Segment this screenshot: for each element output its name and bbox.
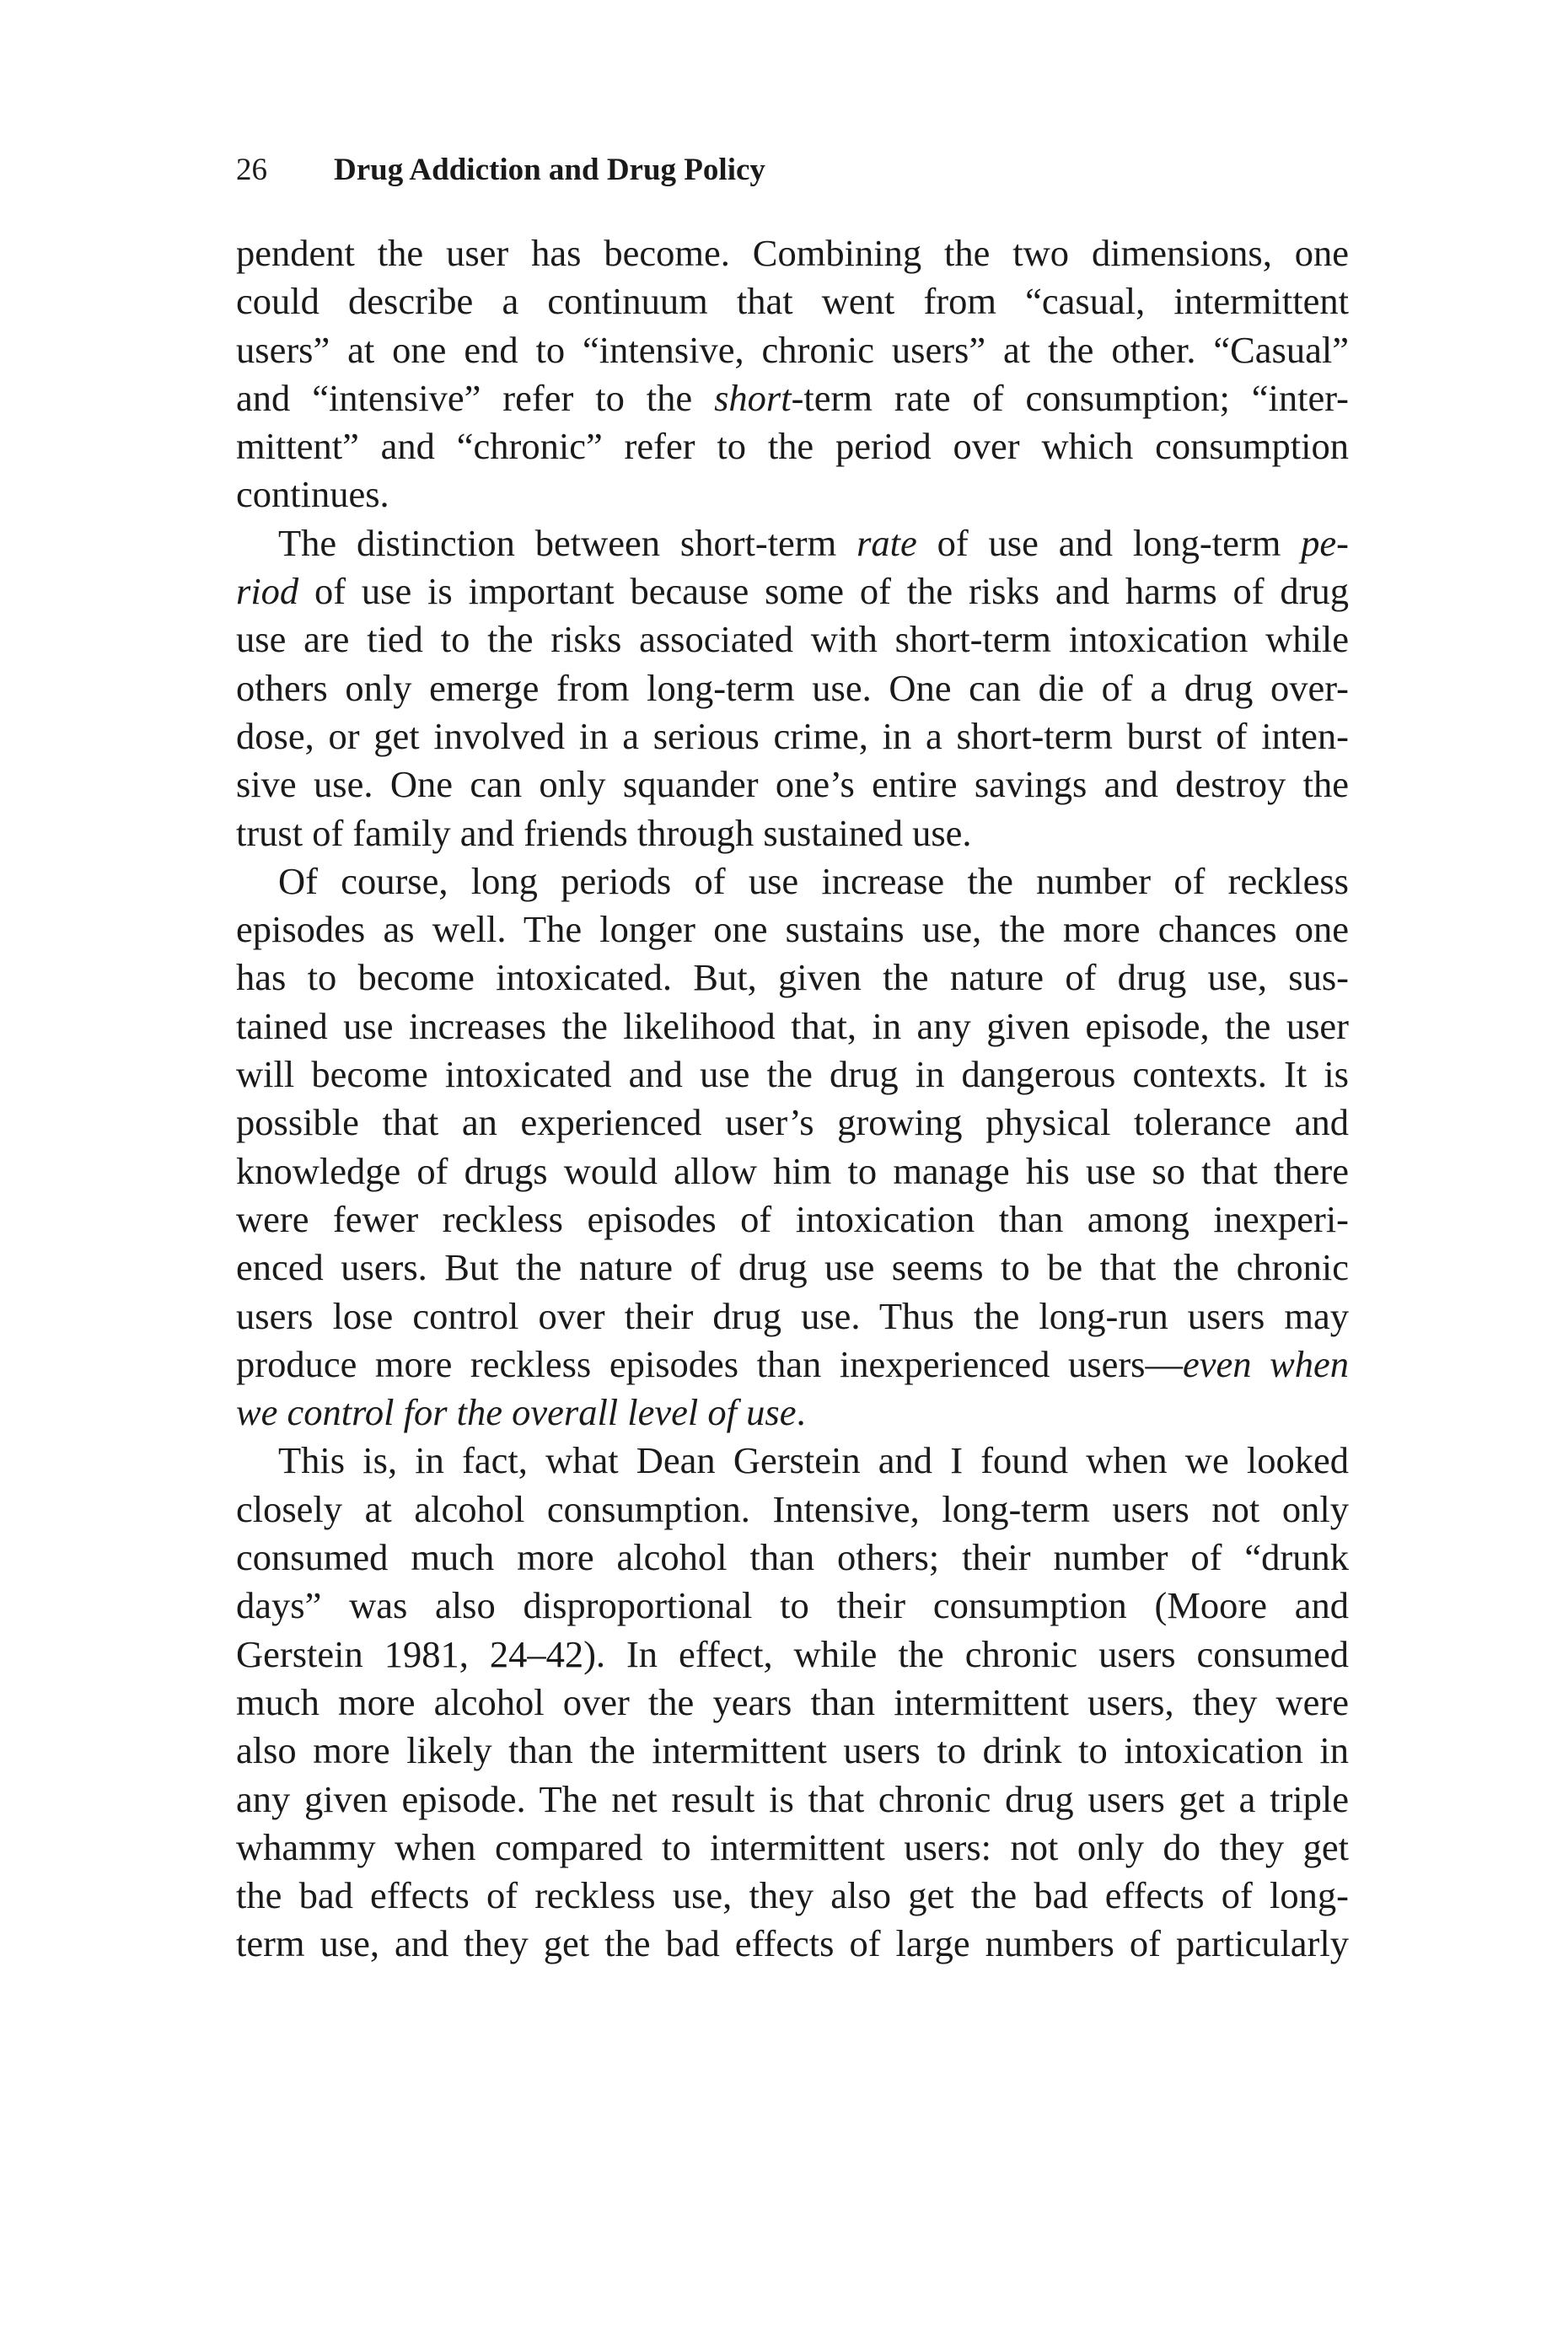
text-line: were fewer reckless episodes of intoxication than among inexperi- bbox=[236, 1197, 1349, 1240]
emphasis: riod bbox=[236, 570, 299, 613]
text-line: episodes as well. The longer one sustains use, the more chances one bbox=[236, 908, 1349, 951]
text-line: term use, and they get the bad effects of large numbers of particularly bbox=[236, 1922, 1349, 1965]
text-line: This is, in fact, what Dean Gerstein and I found when we looked bbox=[278, 1439, 1349, 1482]
emphasis: even when bbox=[1182, 1342, 1350, 1385]
text-line: tained use increases the likelihood that, in any given episode, the user bbox=[236, 1004, 1349, 1047]
text-line: users” at one end to “intensive, chronic users” at the other. “Casual” bbox=[236, 328, 1349, 371]
text-line: knowledge of drugs would allow him to manage his use so that there bbox=[236, 1149, 1349, 1192]
text-line: The distinction between short-term rate of use and long-term pe- bbox=[278, 521, 1349, 564]
emphasis: pe- bbox=[1301, 521, 1349, 564]
text-line: could describe a continuum that went from “casual, intermittent bbox=[236, 280, 1349, 323]
text-line: days” was also disproportional to their consumption (Moore and bbox=[236, 1584, 1349, 1627]
running-head bbox=[236, 150, 765, 191]
text-line: dose, or get involved in a serious crime, in a short-term burst of inten- bbox=[236, 714, 1349, 757]
text-line: consumed much more alcohol than others; their number of “drunk bbox=[236, 1536, 1349, 1579]
body-text bbox=[236, 229, 1349, 1969]
text-line: sive use. One can only squander one’s entire savings and destroy the bbox=[236, 763, 1349, 806]
book-title: Drug Addiction and Drug Policy bbox=[334, 153, 765, 187]
text-line: riod of use is important because some of the risks and harms of drug bbox=[236, 570, 1349, 613]
text-line: whammy when compared to intermittent users: not only do they get bbox=[236, 1825, 1349, 1868]
text-line: will become intoxicated and use the drug in dangerous contexts. It is bbox=[236, 1053, 1349, 1096]
emphasis: we control for the overall level of use bbox=[236, 1391, 797, 1434]
text-line: we control for the overall level of use. bbox=[236, 1391, 806, 1434]
text-line: trust of family and friends through sustained use. bbox=[236, 811, 972, 854]
emphasis: rate bbox=[856, 521, 917, 564]
text-line: produce more reckless episodes than inexperienced users—even when bbox=[236, 1342, 1350, 1385]
text-line: much more alcohol over the years than intermittent users, they were bbox=[236, 1680, 1349, 1723]
text-line: the bad effects of reckless use, they also get the bad effects of long- bbox=[236, 1874, 1349, 1917]
emphasis: short bbox=[714, 376, 792, 419]
text-line: pendent the user has become. Combining the two dimensions, one bbox=[236, 232, 1349, 274]
text-line: and “intensive” refer to the short-term rate of consumption; “inter- bbox=[236, 376, 1349, 419]
text-line: Of course, long periods of use increase the number of reckless bbox=[278, 859, 1349, 902]
text-line: enced users. But the nature of drug use seems to be that the chronic bbox=[236, 1246, 1349, 1289]
text-line: also more likely than the intermittent users to drink to intoxication in bbox=[236, 1729, 1349, 1772]
text-line: continues. bbox=[236, 473, 389, 516]
text-line: mittent” and “chronic” refer to the period over which consumption bbox=[236, 425, 1349, 468]
page-number: 26 bbox=[236, 153, 267, 187]
text-line: users lose control over their drug use. Thus the long-run users may bbox=[236, 1294, 1349, 1337]
text-line: closely at alcohol consumption. Intensive, long-term users not only bbox=[236, 1487, 1349, 1530]
text-line: possible that an experienced user’s growing physical tolerance and bbox=[236, 1101, 1349, 1144]
text-line: use are tied to the risks associated with short-term intoxication while bbox=[236, 618, 1349, 661]
text-line: any given episode. The net result is that chronic drug users get a triple bbox=[236, 1777, 1349, 1820]
text-line: Gerstein 1981, 24–42). In effect, while the chronic users consumed bbox=[236, 1632, 1349, 1675]
text-line: others only emerge from long-term use. One can die of a drug over- bbox=[236, 666, 1349, 709]
text-line: has to become intoxicated. But, given the nature of drug use, sus- bbox=[236, 956, 1349, 999]
